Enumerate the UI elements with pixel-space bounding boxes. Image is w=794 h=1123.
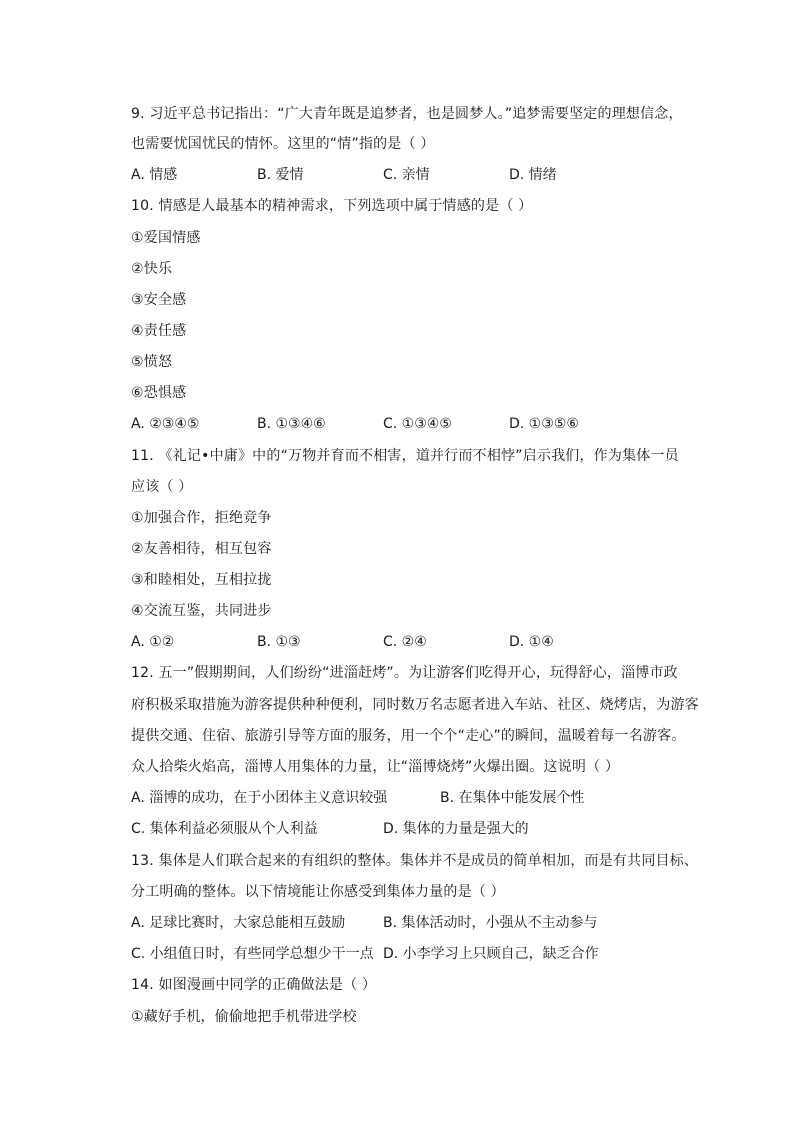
q12-stem-line-2: 府积极采取措施为游客提供种种便利，同时数万名志愿者进入车站、社区、烧烤店，为游客 [131, 697, 699, 713]
q12-option-b: B. 在集体中能发展个性 [440, 790, 585, 806]
q10-item-3: ③安全感 [131, 292, 187, 308]
q14-stem-line-1: 14. 如图漫画中同学的正确做法是（ ） [131, 977, 377, 993]
q11-item-3: ③和睦相处，互相拉拢 [131, 572, 272, 588]
q10-stem-line-1: 10. 情感是人最基本的精神需求，下列选项中属于情感的是（ ） [131, 198, 533, 214]
q10-option-c: C. ①③④⑤ [383, 416, 452, 432]
q12-option-d: D. 集体的力量是强大的 [383, 821, 529, 837]
q10-item-2: ②快乐 [131, 261, 173, 277]
q11-item-2: ②友善相待，相互包容 [131, 541, 272, 557]
q11-item-4: ④交流互鉴，共同进步 [131, 603, 272, 619]
q11-option-b: B. ①③ [257, 634, 301, 650]
q9-option-b: B. 爱情 [257, 167, 304, 183]
q11-stem-line-1: 11. 《礼记•中庸》中的“万物并育而不相害，道并行而不相悖”启示我们，作为集体一员 [131, 448, 679, 464]
q12-option-a: A. 淄博的成功，在于小团体主义意识较强 [131, 790, 388, 806]
q9-option-c: C. 亲情 [383, 167, 430, 183]
q10-option-b: B. ①③④⑥ [257, 416, 326, 432]
q14-item-1: ①藏好手机，偷偷地把手机带进学校 [131, 1009, 357, 1025]
q11-option-a: A. ①② [131, 634, 175, 650]
q13-stem-line-1: 13. 集体是人们联合起来的有组织的整体。集体并不是成员的简单相加，而是有共同目标、 [131, 853, 699, 869]
q9-option-d: D. 情绪 [509, 167, 557, 183]
q12-stem-line-4: 众人拾柴火焰高，淄博人用集体的力量，让“淄博烧烤”火爆出圈。这说明（ ） [131, 759, 620, 775]
q10-option-d: D. ①③⑤⑥ [509, 416, 579, 432]
q9-stem-line-1: 9. 习近平总书记指出：“广大青年既是追梦者，也是圆梦人。”追梦需要坚定的理想信念， [131, 106, 683, 122]
q12-stem-line-3: 提供交通、住宿、旅游引导等方面的服务，用一个个“走心”的瞬间，温暖着每一名游客。 [131, 728, 686, 744]
q9-option-a: A. 情感 [131, 167, 178, 183]
q13-stem-line-2: 分工明确的整体。以下情境能让你感受到集体力量的是（ ） [131, 884, 505, 900]
q13-option-d: D. 小李学习上只顾自己，缺乏合作 [383, 946, 599, 962]
q9-stem-line-2: 也需要忧国忧民的情怀。这里的“情”指的是（ ） [131, 136, 435, 152]
q11-option-d: D. ①④ [509, 634, 554, 650]
q13-option-b: B. 集体活动时，小强从不主动参与 [383, 915, 598, 931]
q12-stem-line-1: 12. 五一”假期期间，人们纷纷“进淄赶烤”。为让游客们吃得开心，玩得舒心，淄博市政 [131, 665, 678, 681]
q10-item-5: ⑤愤怒 [131, 354, 173, 370]
q10-option-a: A. ②③④⑤ [131, 416, 200, 432]
q11-item-1: ①加强合作，拒绝竞争 [131, 510, 272, 526]
q11-option-c: C. ②④ [383, 634, 427, 650]
q13-option-a: A. 足球比赛时，大家总能相互鼓励 [131, 915, 346, 931]
q10-item-6: ⑥恐惧感 [131, 385, 187, 401]
q10-item-1: ①爱国情感 [131, 230, 201, 246]
q10-item-4: ④责任感 [131, 323, 187, 339]
q12-option-c: C. 集体利益必须服从个人利益 [131, 821, 318, 837]
q13-option-c: C. 小组值日时，有些同学总想少干一点 [131, 946, 374, 962]
q11-stem-line-2: 应该（ ） [131, 479, 193, 495]
